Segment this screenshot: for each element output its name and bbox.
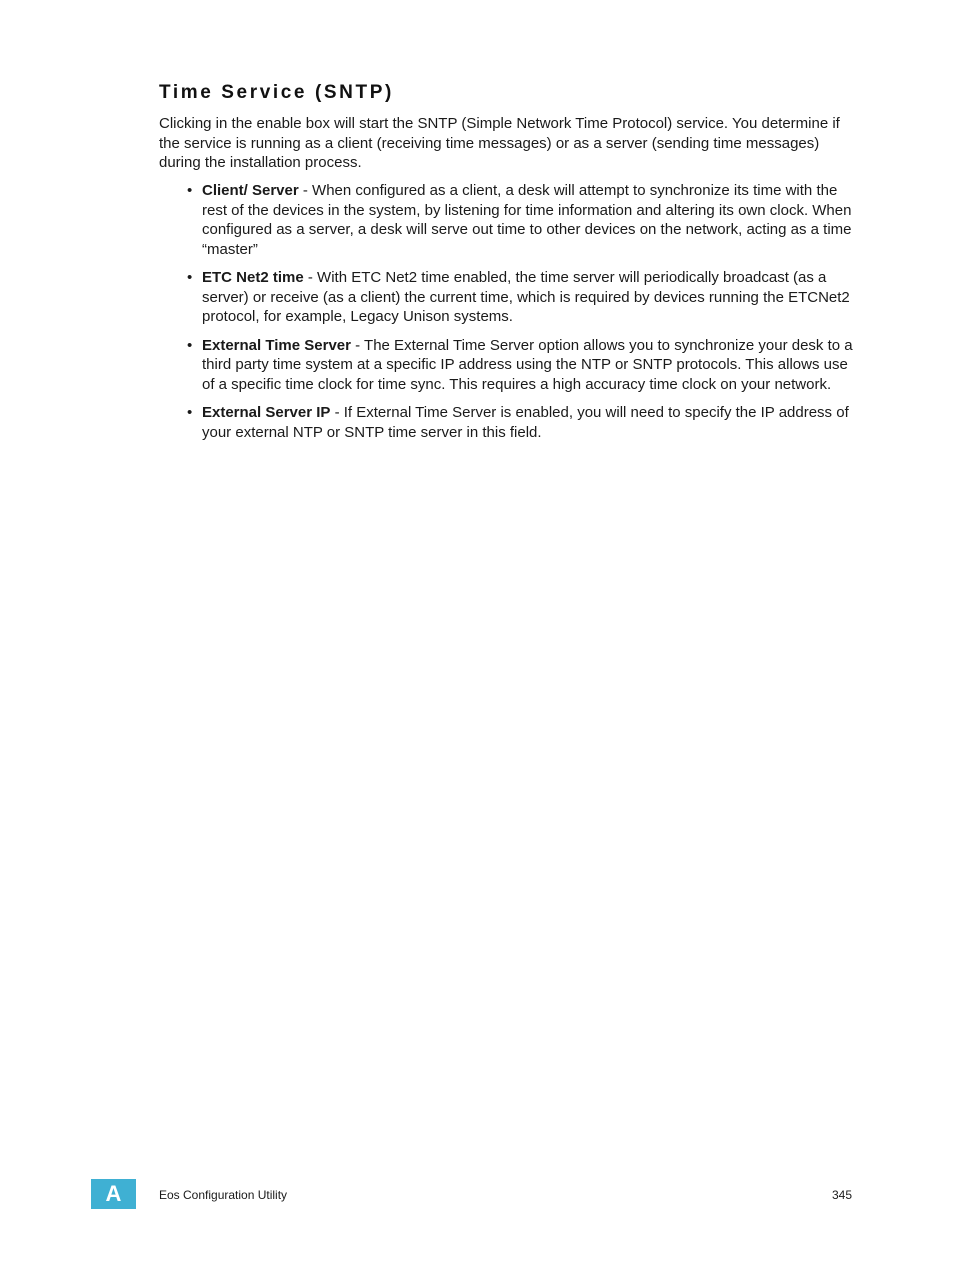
list-item-client-server bbox=[159, 181, 859, 259]
description-external-time-server: - The External Time Server option allows you to synchronize your desk to a third party time system at a specific IP address using the NTP or SNTP protocols. This allows use of a specific time clock for time sync. This requires a high accuracy time clock on your network. bbox=[202, 336, 853, 393]
term-external-server-ip: External Server IP bbox=[202, 404, 331, 421]
list-item-external-server-ip bbox=[159, 403, 859, 442]
footer-title: Eos Configuration Utility bbox=[159, 1188, 288, 1202]
bullet-icon: • bbox=[187, 404, 193, 421]
description-client-server: - When configured as a client, a desk will attempt to synchronize its time with the rest of the devices in the system, by listening for time information and altering its own clock. When configured as a server, a desk will serve out time to other devices on the network, acting as a time “master” bbox=[202, 182, 852, 258]
term-etc-net2-time: ETC Net2 time bbox=[202, 269, 304, 286]
bullet-icon: • bbox=[187, 269, 193, 286]
description-external-server-ip: - If External Time Server is enabled, you will need to specify the IP address of your external NTP or SNTP time server in this field. bbox=[202, 404, 849, 441]
intro-paragraph: Clicking in the enable box will start the SNTP (Simple Network Time Protocol) service. You determine if the service is running as a client (receiving time messages) or as a server (sending time messages) during the installation process. bbox=[159, 115, 840, 171]
description-etc-net2-time: - With ETC Net2 time enabled, the time server will periodically broadcast (as a server) or receive (as a client) the current time, which is required by devices running the ETCNet2 protocol, for example, Legacy Unison systems. bbox=[202, 269, 850, 325]
list-item-etc-net2-time bbox=[159, 268, 859, 327]
bullet-icon: • bbox=[187, 336, 193, 354]
bullet-icon: • bbox=[187, 182, 193, 199]
page-number: 345 bbox=[831, 1188, 852, 1202]
chapter-tab: A bbox=[91, 1179, 136, 1209]
term-client-server: Client/ Server bbox=[202, 182, 299, 199]
term-external-time-server: External Time Server bbox=[202, 336, 351, 354]
option-list bbox=[159, 181, 859, 451]
list-item-external-time-server bbox=[159, 336, 859, 395]
section-heading: Time Service (SNTP) bbox=[159, 82, 394, 103]
